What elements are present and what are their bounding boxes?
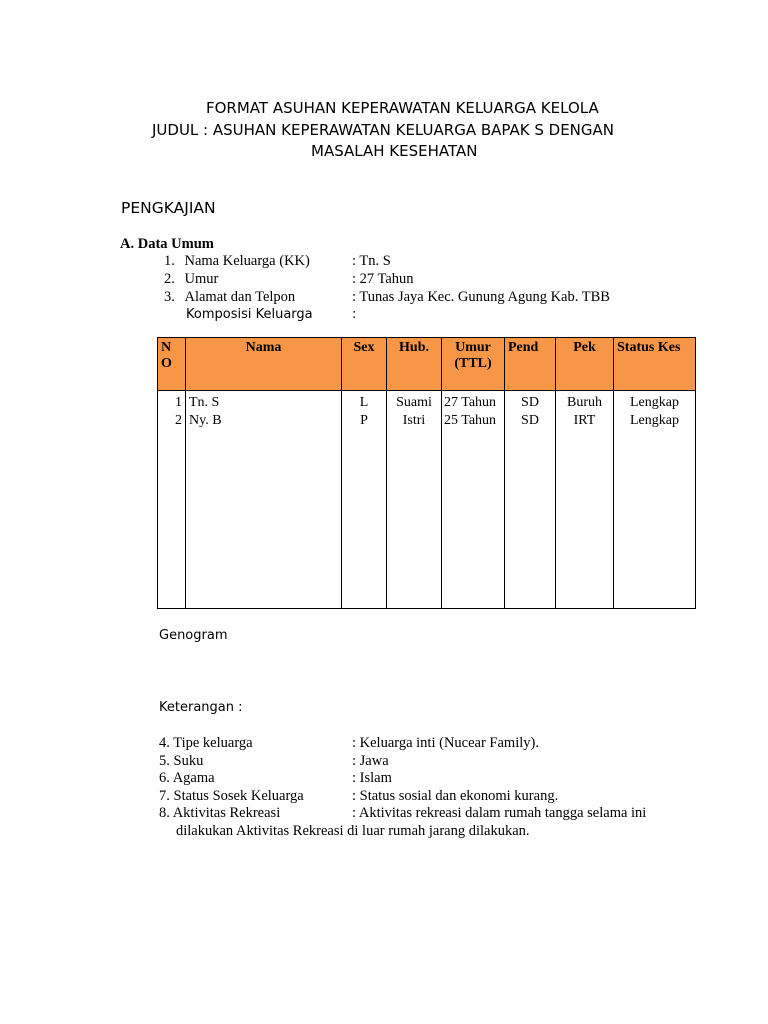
- detail-value-agama: : Islam: [352, 770, 392, 786]
- data-umum-item-2: [164, 271, 218, 288]
- item-label: Nama Keluarga (KK): [184, 253, 310, 269]
- table-header-row: [158, 338, 696, 391]
- document-subtitle-line2: MASALAH KESEHATAN: [311, 142, 478, 160]
- document-subtitle-line1: JUDUL : ASUHAN KEPERAWATAN KELUARGA BAPAK S DENGAN: [152, 121, 615, 139]
- item-value: : 27 Tahun: [352, 271, 414, 287]
- section-heading: PENGKAJIAN: [121, 199, 216, 217]
- detail-continuation: dilakukan Aktivitas Rekreasi di luar rumah jarang dilakukan.: [176, 823, 530, 839]
- detail-value-tipe: : Keluarga inti (Nucear Family).: [352, 735, 539, 751]
- cell-pek: [556, 391, 614, 609]
- row-1-sex: L: [359, 395, 369, 410]
- row-2-hub: Istri: [402, 413, 426, 428]
- row-2-status: Lengkap: [630, 413, 679, 428]
- row-2-pend: SD: [521, 413, 539, 428]
- keterangan-label: Keterangan :: [159, 700, 243, 715]
- row-1-status: Lengkap: [630, 395, 679, 410]
- row-2-nama: Ny. B: [189, 413, 222, 428]
- header-pend: Pend: [505, 338, 556, 391]
- header-pek: Pek: [556, 338, 614, 391]
- cell-hub: [387, 391, 442, 609]
- detail-label-rekreasi: 8. Aktivitas Rekreasi: [159, 805, 281, 821]
- detail-label-suku: 5. Suku: [159, 753, 204, 769]
- row-1-nama: Tn. S: [189, 395, 220, 410]
- cell-status: [614, 391, 696, 609]
- item-number: 1.: [164, 253, 175, 269]
- item-number: 2.: [164, 271, 175, 287]
- cell-nama: [186, 391, 342, 609]
- header-sex: Sex: [342, 338, 387, 391]
- komposisi-label: Komposisi Keluarga: [186, 307, 313, 322]
- row-1-pek: Buruh: [567, 395, 602, 410]
- detail-value-suku: : Jawa: [352, 753, 389, 769]
- item-value: : Tunas Jaya Kec. Gunung Agung Kab. TBB: [352, 289, 610, 305]
- row-1-no: 1: [175, 395, 182, 410]
- detail-value-sosek: : Status sosial dan ekonomi kurang.: [352, 788, 559, 804]
- header-nama: Nama: [186, 338, 342, 391]
- data-umum-item-1: [164, 253, 310, 270]
- row-2-no: 2: [175, 413, 182, 428]
- item-label: Alamat dan Telpon: [184, 289, 296, 305]
- header-umur: Umur (TTL): [442, 338, 505, 391]
- item-value: : Tn. S: [352, 253, 391, 269]
- table-row: [158, 391, 696, 609]
- row-2-sex: P: [360, 413, 368, 428]
- header-hub: Hub.: [387, 338, 442, 391]
- cell-pend: [505, 391, 556, 609]
- row-1-hub: Suami: [396, 395, 432, 410]
- row-2-pek: IRT: [573, 413, 596, 428]
- row-2-umur: 25 Tahun: [444, 413, 497, 428]
- document-title: FORMAT ASUHAN KEPERAWATAN KELUARGA KELOLA: [206, 99, 599, 117]
- header-no: N O: [158, 338, 186, 391]
- item-label: Umur: [184, 271, 219, 287]
- cell-no: [158, 391, 186, 609]
- row-1-umur: 27 Tahun: [444, 395, 497, 410]
- cell-umur: [442, 391, 505, 609]
- row-1-pend: SD: [521, 395, 539, 410]
- detail-label-agama: 6. Agama: [159, 770, 215, 786]
- detail-value-rekreasi: : Aktivitas rekreasi dalam rumah tangga selama ini: [352, 805, 647, 821]
- data-umum-item-3: [164, 289, 295, 306]
- item-number: 3.: [164, 289, 175, 305]
- data-umum-heading: A. Data Umum: [120, 236, 214, 252]
- genogram-label: Genogram: [159, 628, 228, 643]
- detail-label-tipe: 4. Tipe keluarga: [159, 735, 253, 751]
- detail-label-sosek: 7. Status Sosek Keluarga: [159, 788, 304, 804]
- komposisi-colon: :: [352, 307, 357, 322]
- family-composition-table: [157, 337, 696, 609]
- header-status: Status Kes: [614, 338, 696, 391]
- cell-sex: [342, 391, 387, 609]
